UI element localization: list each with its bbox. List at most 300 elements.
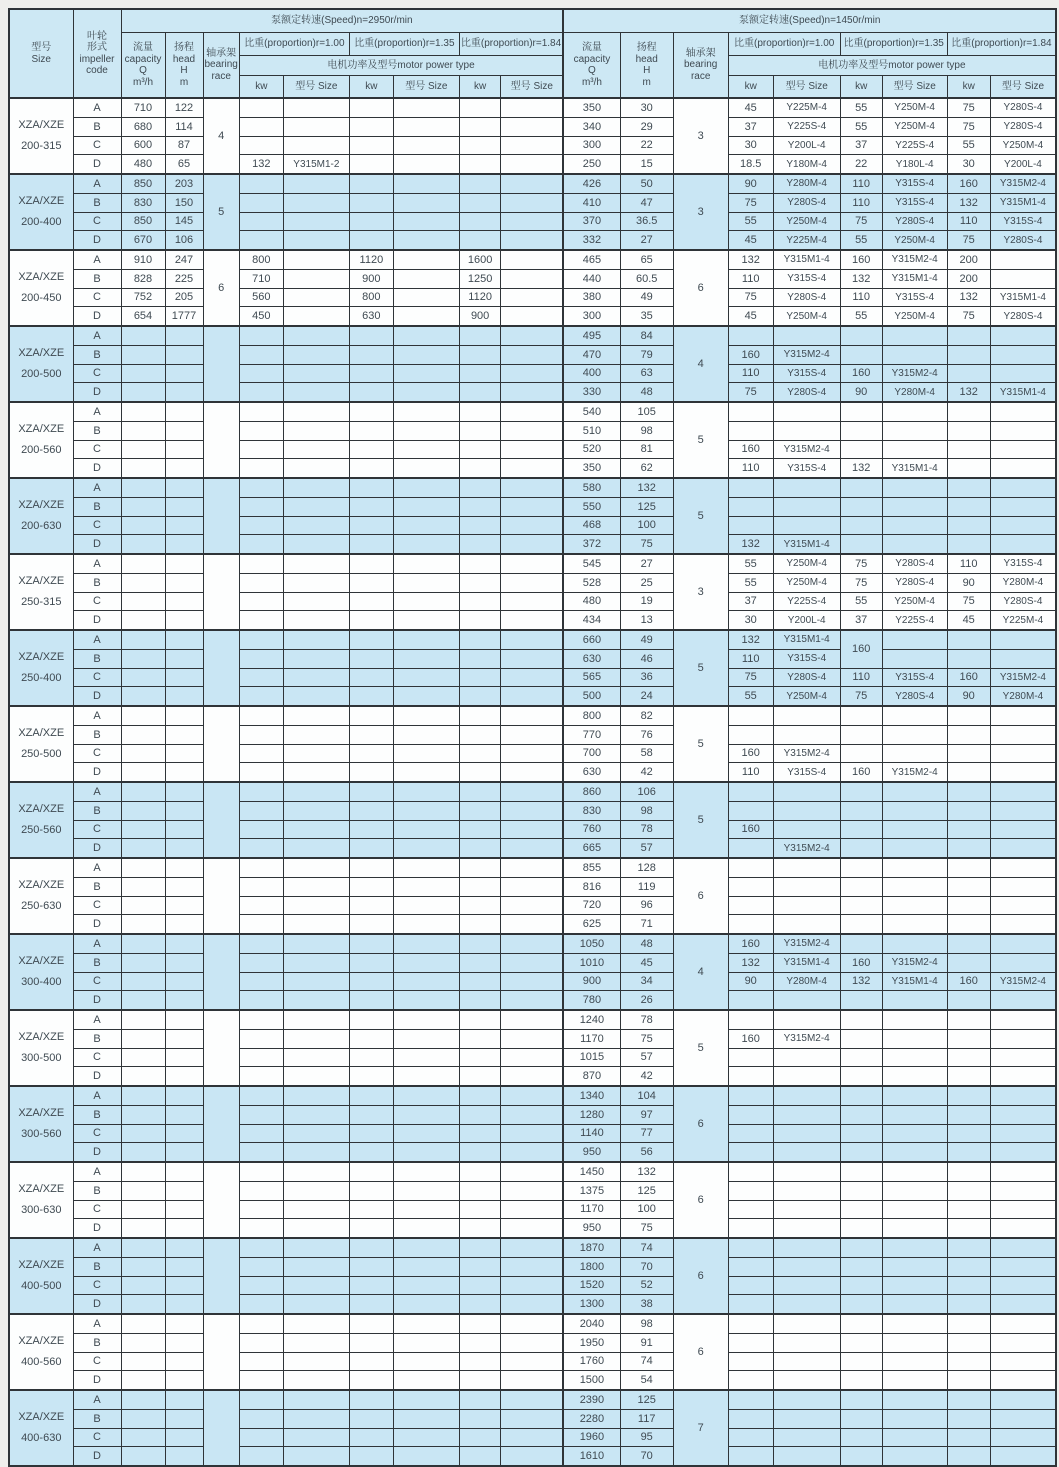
head-cell: 47 [620, 193, 673, 212]
capacity-cell: 1240 [563, 1010, 620, 1029]
motor-type-cell [882, 1124, 947, 1143]
motor-type-cell [990, 440, 1056, 459]
motor-type-cell [283, 573, 349, 592]
kw-cell [239, 687, 283, 706]
kw-cell: 75 [728, 193, 773, 212]
impeller-code-cell: B [73, 1105, 121, 1124]
capacity-cell [121, 1447, 165, 1466]
capacity-cell [121, 1200, 165, 1219]
motor-type-cell [501, 1390, 563, 1409]
head-cell: 46 [620, 649, 673, 668]
motor-type-cell [393, 250, 459, 269]
motor-type-cell [773, 991, 840, 1010]
motor-type-cell [393, 193, 459, 212]
motor-type-cell [773, 1143, 840, 1162]
capacity-cell [121, 1105, 165, 1124]
model-cell: XZA/XZE 200-500 [9, 326, 73, 402]
head-cell [165, 1371, 203, 1390]
kw-cell [728, 478, 773, 497]
kw-cell: 132 [840, 269, 882, 288]
motor-type-cell: Y280S-4 [990, 307, 1056, 326]
bearing-header-1450: 轴承架 bearing race [673, 33, 728, 99]
capacity-cell [121, 592, 165, 611]
head-cell: 58 [620, 744, 673, 763]
kw-cell [947, 326, 990, 345]
kw-cell [349, 592, 393, 611]
motor-type-cell [501, 497, 563, 516]
kw-cell [239, 478, 283, 497]
motor-type-cell [393, 136, 459, 155]
motor-type-cell [773, 877, 840, 896]
head-cell: 56 [620, 1143, 673, 1162]
kw-cell [459, 1314, 501, 1333]
capacity-cell [121, 1010, 165, 1029]
kw-cell: 160 [728, 1029, 773, 1048]
kw-cell [239, 117, 283, 136]
head-cell [165, 1048, 203, 1067]
head-cell [165, 573, 203, 592]
kw-cell [459, 877, 501, 896]
kw-cell [947, 991, 990, 1010]
proportion-184-header-2950: 比重(proportion)r=1.84 [459, 33, 563, 56]
kw-cell [459, 1219, 501, 1238]
capacity-cell: 870 [563, 1067, 620, 1086]
motor-type-cell: Y250M-4 [882, 307, 947, 326]
kw-cell [840, 421, 882, 440]
motor-type-cell [882, 858, 947, 877]
kw-cell [349, 649, 393, 668]
motor-type-cell [990, 877, 1056, 896]
head-cell [165, 1029, 203, 1048]
motor-type-cell [283, 326, 349, 345]
head-cell [165, 744, 203, 763]
head-cell: 247 [165, 250, 203, 269]
kw-cell: 75 [840, 573, 882, 592]
head-cell: 36.5 [620, 212, 673, 231]
kw-cell [947, 1447, 990, 1466]
motor-type-cell [393, 478, 459, 497]
proportion-100-header-1450: 比重(proportion)r=1.00 [728, 33, 840, 56]
capacity-cell: 770 [563, 725, 620, 744]
capacity-cell: 350 [563, 459, 620, 478]
motor-type-cell [773, 1276, 840, 1295]
head-cell [165, 421, 203, 440]
bearing-cell [203, 554, 239, 630]
head-cell: 75 [620, 1029, 673, 1048]
kw-cell [239, 1238, 283, 1257]
kw-cell [349, 326, 393, 345]
capacity-cell: 816 [563, 877, 620, 896]
head-cell: 34 [620, 972, 673, 991]
speed-1450-header: 泵额定转速(Speed)n=1450r/min [563, 9, 1056, 33]
bearing-cell [203, 782, 239, 858]
motor-type-cell [283, 98, 349, 117]
capacity-cell [121, 915, 165, 934]
motor-type-cell [990, 1029, 1056, 1048]
motor-type-cell [773, 1371, 840, 1390]
motor-type-cell [501, 934, 563, 953]
capacity-cell: 250 [563, 155, 620, 174]
kw-cell [349, 231, 393, 250]
motor-type-cell [882, 402, 947, 421]
capacity-cell: 950 [563, 1143, 620, 1162]
motor-type-cell [990, 1200, 1056, 1219]
kw-cell [349, 1124, 393, 1143]
kw-cell [239, 174, 283, 193]
kw-cell [349, 782, 393, 801]
motor-type-cell [882, 1295, 947, 1314]
impeller-code-cell: D [73, 839, 121, 858]
kw-cell [728, 1257, 773, 1276]
bearing-cell [203, 402, 239, 478]
motor-type-cell [393, 1162, 459, 1181]
capacity-cell [121, 1295, 165, 1314]
capacity-cell [121, 1257, 165, 1276]
motor-type-cell [283, 478, 349, 497]
capacity-cell: 680 [121, 117, 165, 136]
kw-cell: 55 [840, 307, 882, 326]
motor-type-cell [990, 820, 1056, 839]
capacity-cell [121, 478, 165, 497]
capacity-cell [121, 1409, 165, 1428]
motor-type-cell [990, 1390, 1056, 1409]
motor-type-cell [501, 117, 563, 136]
kw-cell: 200 [947, 269, 990, 288]
capacity-cell [121, 440, 165, 459]
kw-cell: 560 [239, 288, 283, 307]
kw-cell [349, 1238, 393, 1257]
motor-type-cell [393, 630, 459, 649]
capacity-cell: 654 [121, 307, 165, 326]
motor-type-cell [990, 421, 1056, 440]
capacity-cell: 1870 [563, 1238, 620, 1257]
motor-type-cell [393, 1428, 459, 1447]
motor-type-cell [501, 136, 563, 155]
kw-cell [728, 1428, 773, 1447]
capacity-cell: 720 [563, 896, 620, 915]
motor-type-cell [393, 516, 459, 535]
kw-cell [947, 478, 990, 497]
motor-type-cell: Y280S-4 [773, 668, 840, 687]
kw-cell: 75 [840, 687, 882, 706]
kw-cell [459, 630, 501, 649]
motor-type-cell [990, 402, 1056, 421]
kw-cell [840, 1219, 882, 1238]
motor-type-cell [393, 1181, 459, 1200]
capacity-cell [121, 1276, 165, 1295]
impeller-code-cell: D [73, 1219, 121, 1238]
kw-cell: 1600 [459, 250, 501, 269]
motor-type-cell [393, 1352, 459, 1371]
kw-cell [840, 782, 882, 801]
kw-cell [239, 535, 283, 554]
motor-type-cell [501, 877, 563, 896]
bearing-cell: 6 [673, 250, 728, 326]
motor-type-cell: Y280S-4 [990, 231, 1056, 250]
capacity-cell: 550 [563, 497, 620, 516]
model-cell: XZA/XZE 300-560 [9, 1086, 73, 1162]
kw-cell [840, 820, 882, 839]
motor-type-cell [501, 402, 563, 421]
kw-cell [728, 877, 773, 896]
motor-type-cell [393, 687, 459, 706]
motor-type-cell [501, 174, 563, 193]
impeller-code-cell: A [73, 1390, 121, 1409]
motor-type-cell [283, 1333, 349, 1352]
capacity-cell: 410 [563, 193, 620, 212]
kw-cell [349, 174, 393, 193]
motor-type-cell [393, 1276, 459, 1295]
motor-type-cell [501, 364, 563, 383]
kw-cell [239, 1447, 283, 1466]
head-cell [165, 668, 203, 687]
capacity-cell: 1950 [563, 1333, 620, 1352]
kw-cell [239, 459, 283, 478]
head-cell: 30 [620, 98, 673, 117]
impeller-code-cell: C [73, 820, 121, 839]
kw-cell: 75 [947, 98, 990, 117]
motor-type-cell [393, 820, 459, 839]
kw-cell [239, 1390, 283, 1409]
capacity-cell [121, 402, 165, 421]
motor-type-cell [773, 1428, 840, 1447]
kw-cell [239, 402, 283, 421]
kw-cell [459, 687, 501, 706]
motor-type-cell [501, 554, 563, 573]
kw-cell [349, 98, 393, 117]
capacity-cell [121, 630, 165, 649]
impeller-code-cell: C [73, 1200, 121, 1219]
head-cell: 91 [620, 1333, 673, 1352]
kw-cell [239, 1124, 283, 1143]
impeller-code-cell: A [73, 1162, 121, 1181]
model-cell: XZA/XZE 300-500 [9, 1010, 73, 1086]
head-cell: 49 [620, 288, 673, 307]
capacity-cell: 780 [563, 991, 620, 1010]
kw-cell: 160 [728, 744, 773, 763]
head-cell: 42 [620, 1067, 673, 1086]
kw-cell [728, 782, 773, 801]
head-cell: 65 [165, 155, 203, 174]
motor-type-cell [882, 1219, 947, 1238]
kw-cell [840, 1257, 882, 1276]
bearing-cell: 4 [673, 934, 728, 1010]
kw-cell: 900 [349, 269, 393, 288]
motor-type-cell: Y315M1-4 [773, 953, 840, 972]
head-cell [165, 592, 203, 611]
impeller-code-cell: B [73, 421, 121, 440]
kw-cell [840, 1390, 882, 1409]
capacity-cell: 710 [121, 98, 165, 117]
head-cell [165, 915, 203, 934]
motor-type-cell [882, 1143, 947, 1162]
capacity-cell: 860 [563, 782, 620, 801]
kw-cell [349, 972, 393, 991]
motor-type-cell [501, 858, 563, 877]
motor-type-cell: Y280M-4 [773, 174, 840, 193]
capacity-cell: 2390 [563, 1390, 620, 1409]
impeller-code-cell: B [73, 801, 121, 820]
model-cell: XZA/XZE 250-400 [9, 630, 73, 706]
head-cell: 225 [165, 269, 203, 288]
kw-cell: 110 [840, 193, 882, 212]
kw-cell [728, 1048, 773, 1067]
motor-type-cell [501, 98, 563, 117]
kw-cell [728, 1105, 773, 1124]
motor-power-header-2950: 电机功率及型号motor power type [239, 56, 563, 76]
kw-cell [349, 554, 393, 573]
impeller-code-cell: B [73, 877, 121, 896]
motor-type-cell [990, 725, 1056, 744]
head-cell [165, 383, 203, 402]
kw-cell: 160 [947, 668, 990, 687]
motor-type-cell [283, 136, 349, 155]
kw-cell: 110 [840, 288, 882, 307]
motor-type-cell [990, 1086, 1056, 1105]
kw-cell [349, 858, 393, 877]
kw-cell: 1120 [349, 250, 393, 269]
capacity-cell: 520 [563, 440, 620, 459]
motor-type-cell [393, 858, 459, 877]
kw-cell [840, 1086, 882, 1105]
head-cell: 74 [620, 1238, 673, 1257]
capacity-cell: 1010 [563, 953, 620, 972]
head-cell: 132 [620, 1162, 673, 1181]
motor-type-cell: Y280S-4 [882, 554, 947, 573]
motor-type-cell [990, 1333, 1056, 1352]
head-cell [165, 1200, 203, 1219]
motor-type-cell [393, 554, 459, 573]
motor-type-cell [501, 535, 563, 554]
capacity-cell: 1170 [563, 1029, 620, 1048]
kw-cell [840, 1295, 882, 1314]
motor-type-cell [882, 1238, 947, 1257]
kw-cell [349, 877, 393, 896]
kw-cell [947, 1200, 990, 1219]
motor-type-cell [773, 1067, 840, 1086]
motor-type-cell [393, 117, 459, 136]
kw-cell [349, 1048, 393, 1067]
motor-type-cell [283, 1162, 349, 1181]
motor-type-cell [283, 782, 349, 801]
kw-cell [728, 1162, 773, 1181]
kw-cell: 110 [840, 174, 882, 193]
motor-type-cell [393, 1086, 459, 1105]
bearing-cell: 3 [673, 174, 728, 250]
motor-type-cell [393, 1048, 459, 1067]
kw-cell [459, 915, 501, 934]
bearing-cell: 5 [673, 782, 728, 858]
kw-cell [349, 611, 393, 630]
motor-type-cell: Y315M1-4 [882, 972, 947, 991]
kw-cell: 132 [239, 155, 283, 174]
impeller-code-cell: C [73, 1276, 121, 1295]
capacity-cell: 500 [563, 687, 620, 706]
capacity-cell: 400 [563, 364, 620, 383]
motor-type-cell [283, 1067, 349, 1086]
kw-cell [459, 136, 501, 155]
motor-type-cell: Y280S-4 [882, 687, 947, 706]
motor-type-cell: Y315M2-4 [773, 1029, 840, 1048]
kw-cell [459, 212, 501, 231]
kw-cell [459, 953, 501, 972]
motor-type-header: 型号 Size [501, 76, 563, 99]
kw-cell [349, 383, 393, 402]
capacity-cell: 630 [563, 763, 620, 782]
kw-cell [239, 801, 283, 820]
motor-type-cell [393, 98, 459, 117]
capacity-cell: 540 [563, 402, 620, 421]
impeller-code-cell: D [73, 1371, 121, 1390]
motor-type-cell [393, 611, 459, 630]
kw-cell [459, 155, 501, 174]
motor-type-cell [773, 858, 840, 877]
proportion-135-header-2950: 比重(proportion)r=1.35 [349, 33, 459, 56]
motor-type-cell [990, 1143, 1056, 1162]
kw-cell [459, 1162, 501, 1181]
capacity-cell: 370 [563, 212, 620, 231]
kw-cell [840, 402, 882, 421]
capacity-cell: 760 [563, 820, 620, 839]
impeller-code-cell: B [73, 193, 121, 212]
motor-type-cell [990, 250, 1056, 269]
motor-type-cell [773, 1219, 840, 1238]
impeller-code-cell: A [73, 858, 121, 877]
capacity-cell: 1170 [563, 1200, 620, 1219]
motor-type-cell: Y315M2-4 [882, 250, 947, 269]
kw-cell [239, 1333, 283, 1352]
motor-type-cell: Y315M1-4 [773, 250, 840, 269]
head-cell: 13 [620, 611, 673, 630]
kw-cell [349, 136, 393, 155]
capacity-cell [121, 649, 165, 668]
proportion-184-header-1450: 比重(proportion)r=1.84 [947, 33, 1056, 56]
motor-type-cell [283, 839, 349, 858]
kw-cell [459, 1409, 501, 1428]
kw-cell [459, 668, 501, 687]
capacity-cell [121, 1086, 165, 1105]
kw-cell: 55 [728, 573, 773, 592]
kw-cell [239, 1086, 283, 1105]
kw-cell: 160 [728, 440, 773, 459]
kw-cell [840, 839, 882, 858]
speed-2950-header: 泵额定转速(Speed)n=2950r/min [121, 9, 563, 33]
kw-cell: 55 [728, 212, 773, 231]
bearing-cell: 4 [203, 98, 239, 174]
kw-cell [947, 1409, 990, 1428]
impeller-code-cell: A [73, 1314, 121, 1333]
motor-type-cell [283, 440, 349, 459]
kw-header: kw [349, 76, 393, 99]
head-cell [165, 1409, 203, 1428]
kw-cell [728, 1390, 773, 1409]
motor-type-cell [882, 801, 947, 820]
motor-type-cell [283, 383, 349, 402]
impeller-code-cell: A [73, 630, 121, 649]
kw-cell [728, 858, 773, 877]
capacity-cell [121, 668, 165, 687]
capacity-cell: 950 [563, 1219, 620, 1238]
kw-cell [459, 535, 501, 554]
kw-cell: 132 [840, 459, 882, 478]
kw-cell [349, 801, 393, 820]
motor-type-cell: Y280M-4 [882, 383, 947, 402]
capacity-cell: 1375 [563, 1181, 620, 1200]
capacity-cell: 830 [563, 801, 620, 820]
kw-cell [459, 345, 501, 364]
kw-cell: 90 [947, 687, 990, 706]
impeller-code-cell: A [73, 554, 121, 573]
